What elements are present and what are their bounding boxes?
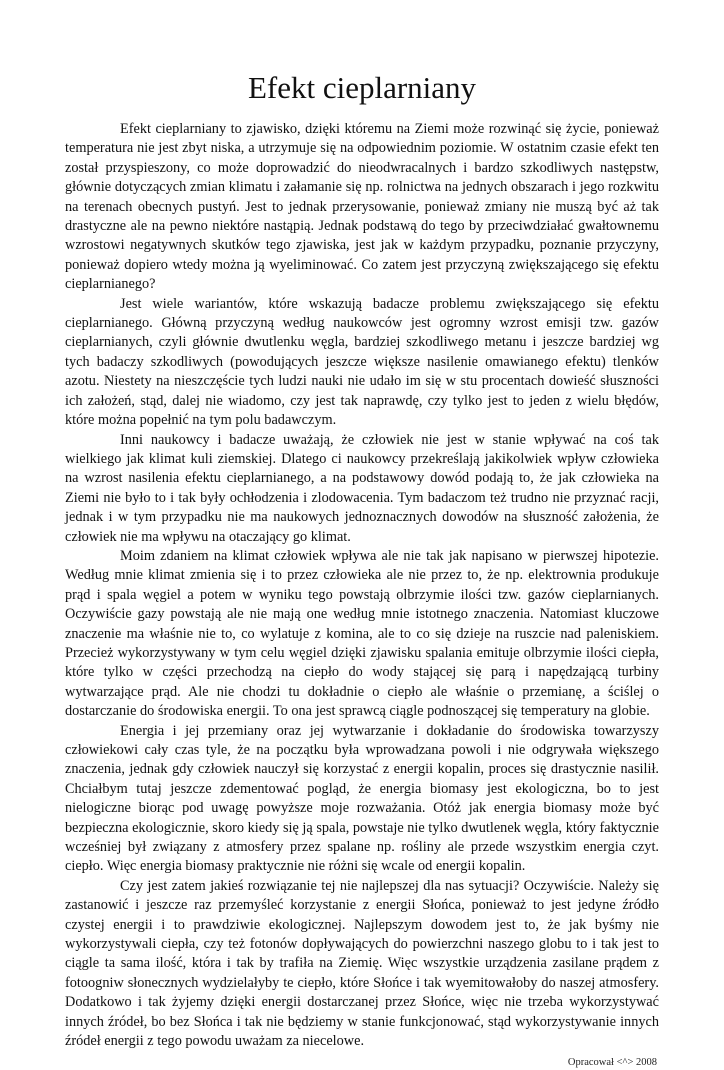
paragraph-4: Moim zdaniem na klimat człowiek wpływa ale nie tak jak napisano w pierwszej hipotezie. Według mnie klimat zmienia się i to przez człowieka ale nie przez to, że np. elektrownia produkuje prąd i spala węgiel a potem w wyniku tego powstają olbrzymie ilości tzw. gazów cieplarnianych. Oczywiście gazy powstają ale nie mają one według mnie istotnego znaczenia. Natomiast kluczowe znaczenie ma właśnie nie to, co wylatuje z komina, ale to co się dzieje na ruszcie nad paleniskiem. Przecież wykorzystywany w tym celu węgiel dzięki zjawisku spalania emituje olbrzymie ilości ciepła, które tylko w części przechodzą na ciepło do wody stającej się parą i napędzającą turbiny wytwarzające prąd. Ale nie chodzi tu dokładnie o ciepło ale właśnie o przemianę, a ściślej o dostarczanie do środowiska energii. To ona jest sprawcą ciągle podnoszącej się temperatury na globie. <box>65 547 659 720</box>
paragraph-6: Czy jest zatem jakieś rozwiązanie tej nie najlepszej dla nas sytuacji? Oczywiście. Należy się zastanowić i jeszcze raz przemyśleć korzystanie z energii Słońca, ponieważ to jest jedyne źródło czystej energii i to prawdziwie ekologicznej. Najlepszym dowodem jest to, że jak byśmy nie wykorzystywali ciepła, czy też fotonów dopływających do powierzchni naszego globu to i tak jest to ciągle ta sama ilość, która i tak by trafiła na Ziemię. Więc wszystkie urządzenia zasilane prądem z fotoogniw słonecznych wydzielałyby te ciepło, które Słońce i tak wyemitowałoby do naszej atmosfery. Dodatkowo i tak żyjemy dzięki energii dostarczanej przez Słońce, więc nie trzeba wykorzystywać innych źródeł, bo bez Słońca i tak nie będziemy w stanie funkcjonować, stąd wykorzystywanie innych źródeł energii z tego powodu uważam za niecelowe. <box>65 877 659 1050</box>
paragraph-1: Efekt cieplarniany to zjawisko, dzięki któremu na Ziemi może rozwinąć się życie, ponieważ temperatura nie jest zbyt niska, a utrzymuje się na odpowiednim poziomie. W ostatnim czasie efekt ten został przyspieszony, co może doprowadzić do nieodwracalnych i bardzo szkodliwych następstw, głównie dotyczących zmian klimatu i załamanie się np. rolnictwa na jednych obszarach i jego rozkwitu na terenach obecnych pustyń. Jest to jednak przerysowanie, ponieważ zmiany nie muszą być aż tak drastyczne ale na pewno niektóre nastąpią. Jednak podstawą do tego by przeciwdziałać gwałtownemu wzrostowi negatywnych skutków tego zjawiska, jest jak w każdym przypadku, poznanie przyczyny, ponieważ dopiero wtedy można ją wyeliminować. Co zatem jest przyczyną zwiększającego się efektu cieplarnianego? <box>65 121 659 293</box>
author-footer: Opracował <^> 2008 <box>567 1056 657 1068</box>
paragraph-2: Jest wiele wariantów, które wskazują badacze problemu zwiększającego się efektu cieplarnianego. Główną przyczyną według naukowców jest ogromny wzrost emisji tzw. gazów cieplarnianych, czyli głównie dwutlenku węgla, bardziej szkodliwego metanu i jeszcze bardziej wg tych badaczy szkodliwych (powodujących jeszcze większe nasilenie omawianego efektu) tlenków azotu. Niestety na nieszczęście tych ludzi nauki nie udało im się w stu procentach dowieść słuszności ich założeń, stąd, dalej nie wiadomo, czy jest tak naprawdę, czy tylko jest to jeden z wielu błędów, które można popełnić na tym polu badawczym. <box>65 295 659 429</box>
document-body <box>65 120 659 1052</box>
paragraph-3: Inni naukowcy i badacze uważają, że człowiek nie jest w stanie wpływać na coś tak wielkiego jak klimat kuli ziemskiej. Dlatego ci naukowcy przekreślają jakikolwiek wpływ człowieka na wzrost nasilenia efektu cieplarnianego, a na podstawowy dowód podają to, że jak człowieka na Ziemi nie było to i tak były ochłodzenia i zlodowacenia. Tym badaczom też trudno nie przyznać racji, jednak i w tym przypadku nie ma naukowych jednoznacznych dowodów na słuszność założenia, że człowiek nie ma wpływu na otaczający go klimat. <box>65 431 659 545</box>
paragraph-5: Energia i jej przemiany oraz jej wytwarzanie i dokładanie do środowiska towarzyszy człowiekowi cały czas tyle, że na początku była wprowadzana powoli i nie odgrywała większego znaczenia, jednak gdy człowiek nauczył się korzystać z energii kopalin, proces się drastycznie nasilił. Chciałbym tutaj jeszcze zdementować pogląd, że energia biomasy jest ekologiczna, bo to jest nielogiczne biorąc pod uwagę powyższe moje rozważania. Otóż jak energia biomasy może być bezpieczna ekologicznie, skoro kiedy się ją spala, powstaje nie tylko dwutlenek węgla, który faktycznie wcześniej był związany z atmosfery przez spalane np. rośliny ale przede wszystkim energia czyt. ciepło. Więc energia biomasy praktycznie nie różni się wcale od energii kopalin. <box>65 722 659 875</box>
document-title: Efekt cieplarniany <box>247 70 477 105</box>
